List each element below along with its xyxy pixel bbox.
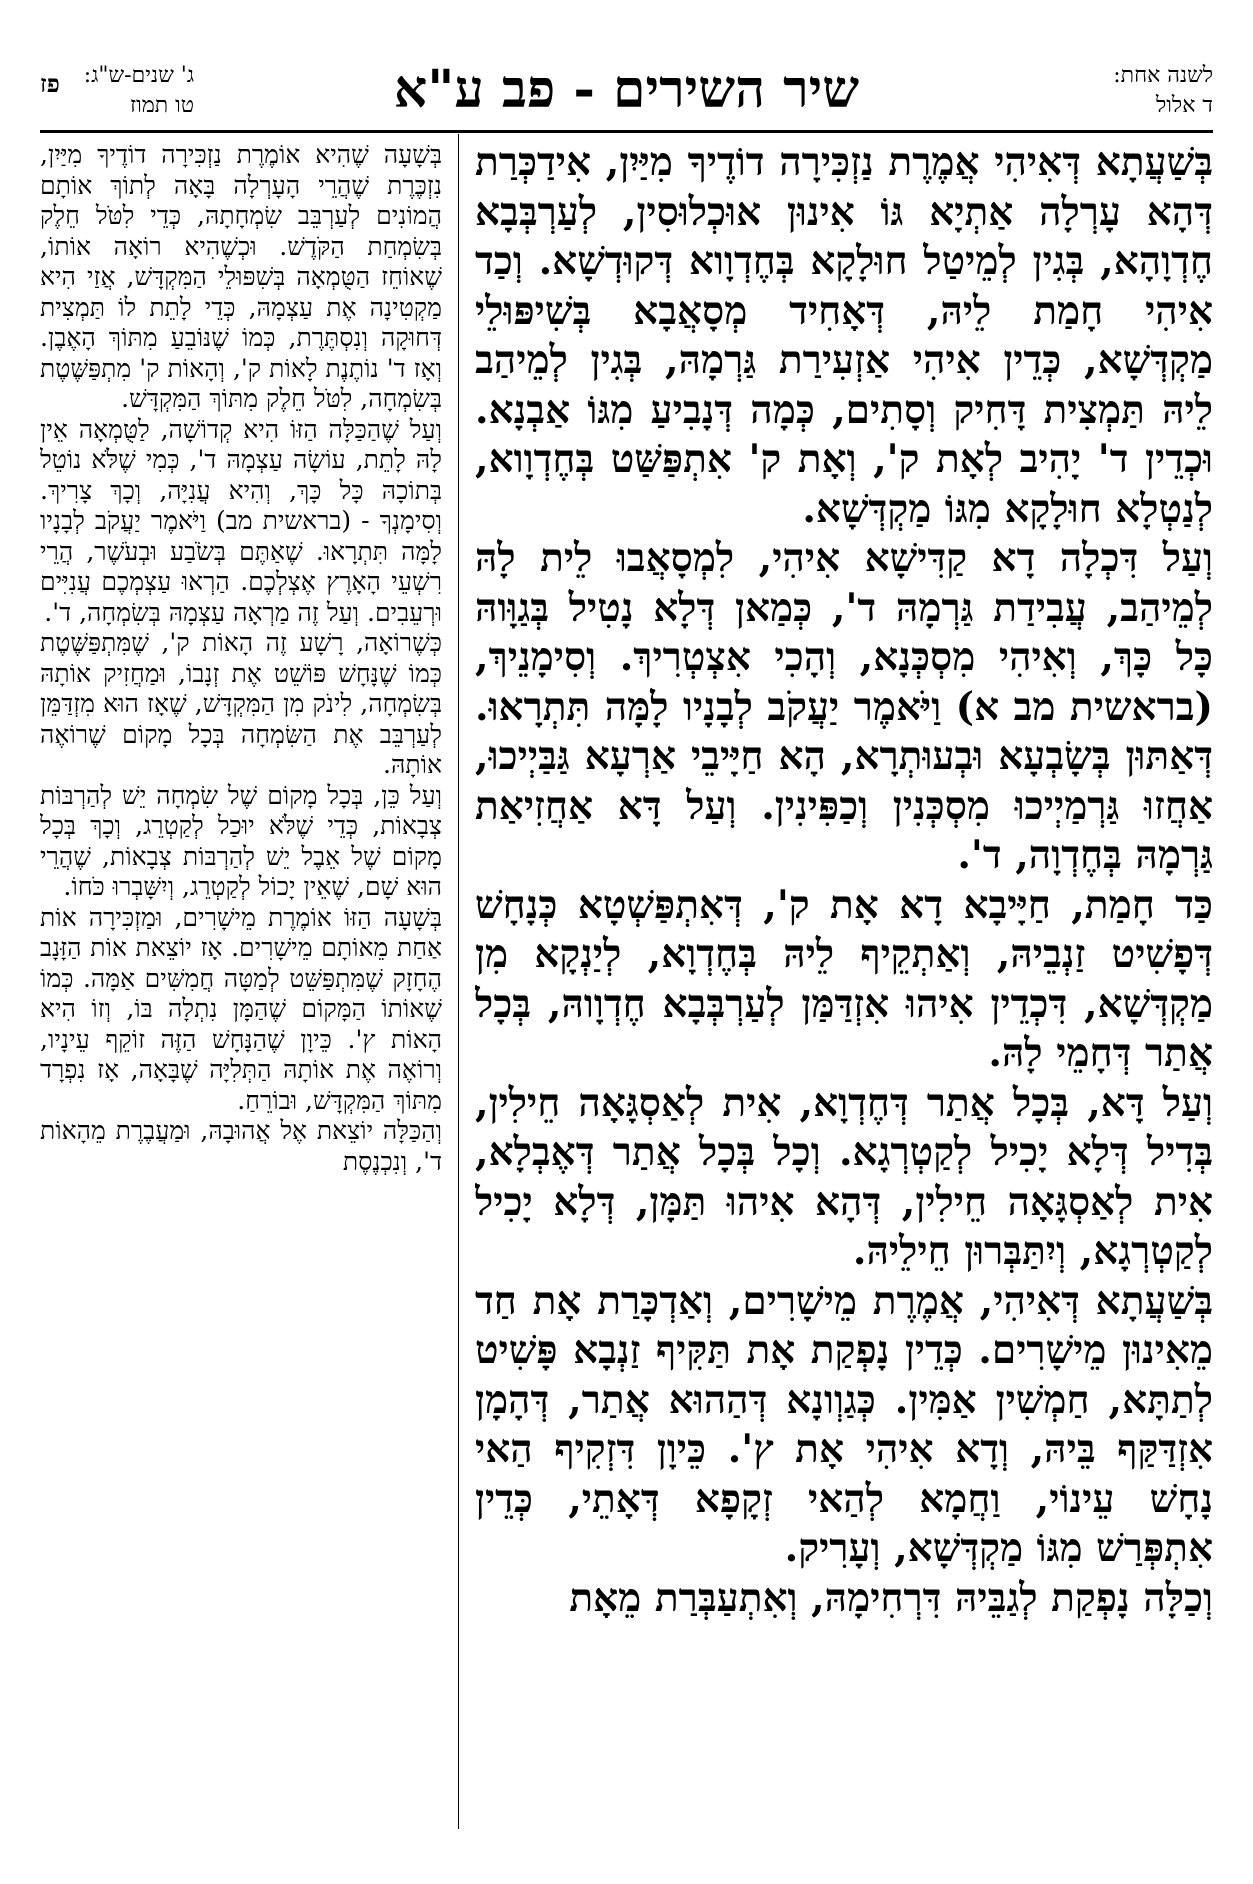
page-title: שיר השירים - פב ע"א <box>393 59 860 120</box>
header-one-year-date: ד אלול <box>1156 93 1213 118</box>
translation-paragraph: בְּשָׁעָה שֶׁהִיא אוֹמֶרֶת נַזְכִּירָה דוֹדֶיךָ מִיַּיִן, נִזְכֶּרֶת שֶׁהֲרֵי הָעָרְלָה בָּאָה לְתוֹךְ אוֹתָם הֲמוֹנִים לְעַרְבֵּב שִׂמְחָתָהּ, כְּדֵי לִטֹּל חֵלֶק בְּשִׂמְחַת הַקֹּדֶשׁ. וּכְשֶׁהִיא רוֹאָה אוֹתוֹ, שֶׁאוֹחֵז הַטֻּמְאָה בְּשִׁפּוּלֵי הַמִּקְדָּשׁ, אֲזַי הִיא מַקְטִינָה אֶת עַצְמָהּ, כְּדֵי לָתֵת לוֹ תַּמְצִית דְּחוּקָה וְנִסְתֶּרֶת, כְּמוֹ שֶׁנּוֹבֵעַ מִתּוֹךְ הָאֶבֶן. וְאָז ד' נוֹתֶנֶת לָאוֹת ק', וְהָאוֹת ק' מִתְפַּשֶּׁטֶת בְּשִׂמְחָה, לִטֹּל חֵלֶק מִתּוֹךְ הַמִּקְדָּשׁ. <box>40 140 442 413</box>
translation-paragraph: וְהַכַּלָּה יוֹצֵאת אֶל אֲהוּבָהּ, וּמַעֲבֶרֶת מֵהָאוֹת ד', וְנִכְנֶסֶת <box>40 1116 442 1176</box>
page-number: פז <box>40 69 60 98</box>
translation-paragraph: וְעַל שֶׁהַכַּלָּה הַזּוֹ הִיא קְדוֹשָׁה, לַטֻּמְאָה אֵין לָהּ לָתֵת, עוֹשָׂה עַצְמָהּ ד', כְּמִי שֶׁלֹּא נוֹטֵל בְּתוֹכָהּ כָּל כָּךְ, וְהִיא עֲנִיָּה, וְכָךְ צָרִיךְ. וְסִימָנְךָ - (בראשית מב) וַיֹּאמֶר יַעֲקֹב לְבָנָיו לָמָּה תִּתְרָאוּ. שֶׁאַתֶּם בְּשֹׂבַע וּבְעֹשֶׁר, הֲרֵי רִשְׁעֵי הָאָרֶץ אֶצְלְכֶם. הַרְאוּ עַצְמְכֶם עֲנִיִּים וּרְעֵבִים. וְעַל זֶה מַרְאָה עַצְמָהּ בְּשִׂמְחָה, ד'. <box>40 414 442 627</box>
header-three-years-label: ג' שנים-ש"ג: <box>83 63 195 88</box>
main-text-column <box>475 138 1213 1829</box>
translation-paragraph: בְּשָׁעָה הַזּוֹ אוֹמֶרֶת מֵישָׁרִים, וּמַזְכִּירָה אוֹת אַחַת מֵאוֹתָם מֵישָׁרִים. אָז יוֹצֵאת אוֹת הַזָּנָב הֶחָזָק שֶׁמִּתְפַּשֵּׁט לְמַטָּה חֲמִשִּׁים אַמָּה. כְּמוֹ שֶׁאוֹתוֹ הַמָּקוֹם שֶׁהַמָּן נִתְלָה בּוֹ, וְזוֹ הִיא הָאוֹת ץ'. כֵּיוָן שֶׁהַנָּחָשׁ הַזֶּה זוֹקֵף עֵינָיו, וְרוֹאֶה אֶת אוֹתָהּ הַתְּלִיָּה שֶׁבָּאָה, אָז נִפְרָד מִתּוֹךְ הַמִּקְדָּשׁ, וּבוֹרֵחַ. <box>40 902 442 1115</box>
page-header <box>40 55 1213 125</box>
header-divider <box>40 130 1213 133</box>
main-paragraph: בְּשַׁעֲתָא דְּאִיהִי, אֲמֶרֶת מֵישָׁרִים, וְאַדְכָּרַת אָת חַד מֵאִינוּן מֵישָׁרִים. כְּדֵין נָפְקַת אָת תַּקִּיף זַנְבָא פָּשִׁיט לְתַתָּא, חַמְשִׁין אַמִּין. כְּגַוְונָא דְּהַהוּא אֲתַר, דְּהָמָן אִזְדַּקַּף בֵּיהּ, וְדָא אִיהִי אָת ץ'. כֵּיוָן דִּזְקִיף הַאי נָחָשׁ עֵינוֹי, וַחֲמָא לְהַאי זְקָפָא דְּאָתֵי, כְּדֵין אִתְפְּרַשׁ מִגּוֹ מַקְדְּשָׁא, וְעָרִיק. <box>475 1277 1213 1571</box>
header-one-year-label: לשנה אחת: <box>1113 63 1213 88</box>
main-paragraph: כַּד חָמַת, חַיָּיבָא דָא אָת ק', דְּאִתְפַּשְׁטָא כְּנָחָשׁ דְּפָשִׁיט זַנְבֵיהּ, וְאַתְקֵיף לֵיהּ בְּחֶדְוָא, לְיַנְקָא מִן מַקְדְּשָׁא, דִּכְדֵין אִיהוּ אִזְדַּמַּן לְעַרְבְּבָא חֶדְוָוהּ, בְּכָל אֲתַר דְּחָמֵי לָהּ. <box>475 881 1213 1076</box>
translation-column <box>40 140 442 1829</box>
main-paragraph: וְעַל דִּכְלָה דָא קַדִּישָׁא אִיהִי, לִמְסָאֲבוּ לֵית לָהּ לְמֵיהַב, עֲבִידַת גַּרְמָהּ ד', כְּמַאן דְּלָא נָטִיל בְּגַוָּוהּ כָּל כָּךְ, וְאִיהִי מִסְכְּנָא, וְהָכִי אִצְטְרִיךְ. וְסִימָנֵיךְ, (בראשית מב א) וַיֹּאמֶר יַעֲקֹב לְבָנָיו לָמָּה תִּתְרָאוּ. דְּאַתּוּן בְּשָׂבְעָא וּבְעוּתְרָא, הָא חַיָּיבֵי אַרְעָא גַּבַּיְיכוּ, אַחֲזוּ גַּרְמַיְיכוּ מִסְכְּנִין וְכַפִּינִין. וְעַל דָּא אַחֲזִיאַת גַּרְמָהּ בְּחֶדְוָה, ד'. <box>475 535 1213 878</box>
main-paragraph: וְכַלָּה נָפְקַת לְגַבֵּיהּ דִּרְחִימָהּ, וְאִתְעַבְּרַת מֵאָת <box>569 1574 1213 1621</box>
translation-paragraph: וְעַל כֵּן, בְּכָל מָקוֹם שֶׁל שִׂמְחָה יֵשׁ לְהַרְבּוֹת צְבָאוֹת, כְּדֵי שֶׁלֹּא יוּכַל לְקַטְרֵג, וְכָךְ בְּכָל מָקוֹם שֶׁל אֵבֶל יֵשׁ לְהַרְבּוֹת צְבָאוֹת, שֶׁהֲרֵי הוּא שָׁם, שֶׁאֵין יָכוֹל לְקַטְרֵג, וְיִשָּׁבְרוּ כֹּחוֹ. <box>40 780 442 901</box>
translation-paragraph: כְּשֶׁרוֹאָה, רָשָׁע זֶה הָאוֹת ק', שֶׁמִּתְפַּשֶּׁטֶת כְּמוֹ שֶׁנָּחָשׁ פּוֹשֵׁט אֶת זְנָבוֹ, וּמַחֲזִיק אוֹתָהּ בְּשִׂמְחָה, לִינֹק מִן הַמִּקְדָּשׁ, שֶׁאָז הוּא מִזְדַּמֵּן לְעַרְבֵּב אֶת הַשִּׂמְחָה בְּכָל מָקוֹם שֶׁרוֹאֶה אוֹתָהּ. <box>40 628 442 779</box>
main-paragraph: וְעַל דָּא, בְּכָל אֲתַר דְּחֶדְוָא, אִית לְאַסְגָּאָה חֵילִין, בְּדִיל דְּלָא יָכִיל לְקַטְרְגָא. וְכָל בְּכָל אֲתַר דְּאֶבְלָא, אִית לְאַסְגָּאָה חֵילִין, דְּהָא אִיהוּ תַּמָּן, דְּלָא יָכִיל לְקַטְרְגָא, וְיִתַּבְּרוּן חֵילֵיהּ. <box>475 1079 1213 1274</box>
header-three-years-date: טו תמוז <box>129 93 195 118</box>
main-paragraph: בְּשַׁעֲתָא דְּאִיהִי אֲמֶרֶת נַזְכִּירָה דוֹדֶיךָ מִיַּיִן, אִידַכְּרַת דְּהָא עָרְלָה אַתְיָא גּוֹ אִינוּן אוּכְלוּסִין, לְעַרְבְּבָא חֶדְוָהָא, בְּגִין לְמֵיטַל חוּלָקָא בְּחֶדְוָוא דְּקוּדְשָׁא. וְכַד אִיהִי חָמַת לֵיהּ, דְּאָחִיד מְסָאֲבָא בְּשִׁיפּוּלֵי מַקְדְּשָׁא, כְּדֵין אִיהִי אַזְעִירַת גַּרְמָהּ, בְּגִין לְמֵיהַב לֵיהּ תַּמְצִית דָּחִיק וְסָתִים, כְּמָה דְּנָבִיעַ מִגּוֹ אַבְנָא. וּכְדֵין ד' יָהִיב לְאָת ק', וְאָת ק' אִתְפַּשַּׁט בְּחֶדְוָוא, לְנַטְלָא חוּלָקָא מִגּוֹ מַקְדְּשָׁא. <box>475 139 1213 532</box>
column-divider <box>458 134 459 1829</box>
header-schedule-three-years <box>40 61 194 121</box>
